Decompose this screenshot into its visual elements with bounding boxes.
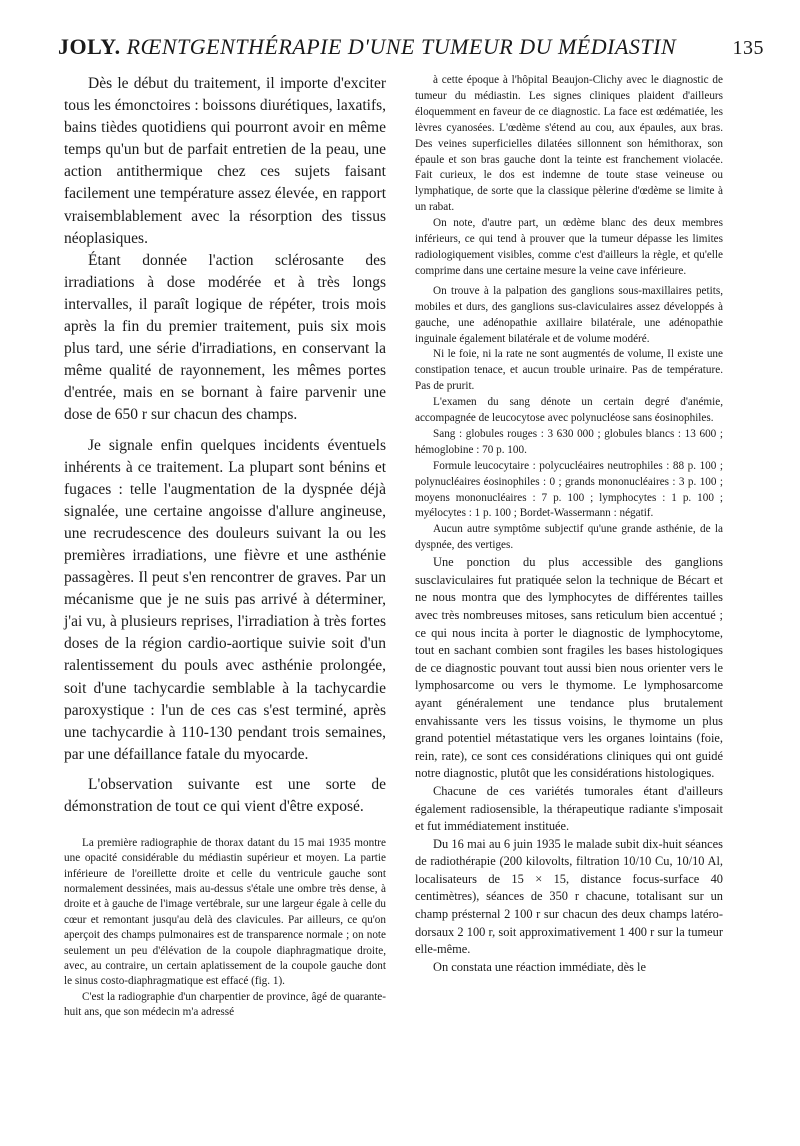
paragraph: L'examen du sang dénote un certain degré d'anémie, accompagnée de leucocytose avec polynucléose sans éosinophiles.: [415, 396, 723, 425]
paragraph: Formule leucocytaire : polycucléaires neutrophiles : 88 p. 100 ; polynucléaires éosinophiles : 0 ; grands mononucléaires : 3 p. 100 ; moyens mononucléaires : 7 p. 100 ; lymphocytes : 1 p. 100 ; myélocytes : 1 p. 100 ; Bordet-Wassermann : négatif.: [415, 459, 723, 520]
paragraph: Je signale enfin quelques incidents éventuels inhérents à ce traitement. La plupart sont bénins et fugaces : telle l'augmentation de la dyspnée déjà signalée, une certaine angoisse d'allure angineuse, une recrudescence des douleurs suivant la ou les premières irradiations, une fièvre et une asthénie passagères. Il peut s'en rencontrer de graves. Par un mécanisme que je ne suis pas arrivé à déterminer, j'ai vu, à plusieurs reprises, l'irradiation à très fortes doses de la région cardio-aortique suivie soit d'un ralentissement du pouls avec asthénie prolongée, soit d'une tachycardie semblable à la tachycardie paroxystique : l'un de ces cas s'est terminé, après une tachycardie à 110-130 pendant trois semaines, par une défaillance fatale du myocarde.: [64, 436, 386, 763]
paragraph: On note, d'autre part, un œdème blanc des deux membres inférieurs, ce qui tend à prouver que la tumeur dépasse les limites radiologiquement visibles, comme c'est d'ailleurs la règle, et qu'elle comprime dans une certaine mesure la veine cave inférieure.: [415, 217, 723, 277]
header-author: JOLY.: [58, 34, 121, 59]
paragraph: L'observation suivante est une sorte de démonstration de tout ce qui vient d'être exposé.: [64, 775, 386, 815]
page-number: 135: [732, 37, 764, 59]
left-case-text: [64, 836, 386, 1020]
paragraph: Étant donnée l'action sclérosante des irradiations à dose modérée et à très longs intervalles, il paraît logique de répéter, trois mois après la fin du premier traitement, puis six mois plus tard, une série d'irradiations, en conservant la même qualité de rayonnement, les mêmes portes d'entrée, mais en se bornant à faire parvenir une dose de 650 r sur chacun des champs.: [64, 251, 386, 424]
paragraph: C'est la radiographie d'un charpentier de province, âgé de quarante-huit ans, que son médecin m'a adressé: [64, 990, 386, 1018]
running-header: [58, 34, 764, 60]
left-column: [64, 73, 386, 1020]
left-main-text: [64, 73, 386, 818]
paragraph: La première radiographie de thorax datant du 15 mai 1935 montre une opacité considérable du médiastin supérieur et moyen. La partie inférieure de l'oreillette droite et celle du ventricule gauche sont normalement dessinées, mais au-dessus s'étale une ombre très dense, à droite et à gauche de l'image vertébrale, sur une largeur égale à celle du cœur et remontant jusqu'au delà des clavicules. Par ailleurs, ce qu'on aperçoit des champs pulmonaires est de transparence normale ; on note seulement un peu d'élévation de la coupole diaphragmatique droite, avec, au contraire, un certain aplatissement de la coupole gauche dont le sinus costo-diaphragmatique est effacé (fig. 1).: [64, 837, 386, 988]
header-article-title: RŒNTGENTHÉRAPIE D'UNE TUMEUR DU MÉDIASTIN: [126, 34, 677, 59]
right-main-text: [415, 554, 723, 976]
header-title-line: [58, 34, 676, 60]
paragraph: On trouve à la palpation des ganglions sous-maxillaires petits, mobiles et durs, des ganglions sus-claviculaires assez développés à gauche, une adénopathie axillaire bilatérale, une adénopathie inguinale également bilatérale et de volume modéré.: [415, 284, 723, 345]
paragraph: On constata une réaction immédiate, dès le: [433, 959, 646, 974]
paragraph: Ni le foie, ni la rate ne sont augmentés de volume, Il existe une constipation tenace, et aucun trouble urinaire. Pas de température. Pas de prurit.: [415, 348, 723, 393]
paragraph: Sang : globules rouges : 3 630 000 ; globules blancs : 13 600 ; hémoglobine : 70 p. 100.: [415, 427, 723, 456]
paragraph: Chacune de ces variétés tumorales étant d'ailleurs également radiosensible, la thérapeutique radiante s'imposait et fut immédiatement instituée.: [415, 783, 723, 834]
right-column: [415, 73, 723, 976]
right-case-text: [415, 73, 723, 554]
paragraph: Aucun autre symptôme subjectif qu'une grande asthénie, de la dyspnée, des vertiges.: [415, 523, 723, 552]
paragraph: Dès le début du traitement, il importe d'exciter tous les émonctoires : boissons diurétiques, laxatifs, bains tièdes quotidiens qui pourront avoir en même temps qu'un but de parfait entretien de la peau, une action antithermique chez ces sujets faisant facilement une température assez élevée, en rapport vraisemblablement avec la résorption des tissus néoplasiques.: [64, 75, 387, 247]
paragraph: Du 16 mai au 6 juin 1935 le malade subit dix-huit séances de radiothérapie (200 kilovolts, filtration 10/10 Cu, 10/10 Al, localisateurs de 15 × 15, distance focus-surface 40 centimètres), séances de 350 r chacune, totalisant sur un champ présternal 2 100 r sur chacun des deux champs latéro-dorsaux 2 100 r, soit approximativement 1 400 r sur la tumeur elle-même.: [415, 836, 723, 957]
paragraph: à cette époque à l'hôpital Beaujon-Clichy avec le diagnostic de tumeur du médiastin. Les signes cliniques plaident d'ailleurs éloquemment en faveur de ce diagnostic. La face est œdématiée, les lèvres cyanosées. L'œdème s'étend au cou, aux épaules, aux bras. Des veines superficielles dilatées sillonnent son hémithorax, son épaule et son bras gauche dont la teinte est franchement violacée. Fait curieux, le dos est indemne de toute stase veineuse ou lymphatique, de sorte que la classique pèlerine d'œdème se limite à un rabat.: [415, 74, 723, 214]
paragraph: Une ponction du plus accessible des ganglions susclaviculaires fut pratiquée selon la technique de Bécart et ne nous montra que des lymphocytes de différentes tailles avec très nombreuses mitoses, sans reticulum bien accentué ; ce qui nous incita à porter le diagnostic de lymphocytome, tout en sachant combien sont fragiles les bases histologiques de ce diagnostic pouvant tout aussi bien nous orienter vers le lymphosarcome ou vers le thymome. Le lymphosarcome ayant généralement une tendance plus brutalement envahissante vers les tissus voisins, le thymome un plus grand potentiel métastatique vers les organes lointains (foie, rein, rate), ce sont ces considérations cliniques qui ont guidé notre diagnostic, plutôt que les considérations histologiques.: [415, 555, 723, 781]
